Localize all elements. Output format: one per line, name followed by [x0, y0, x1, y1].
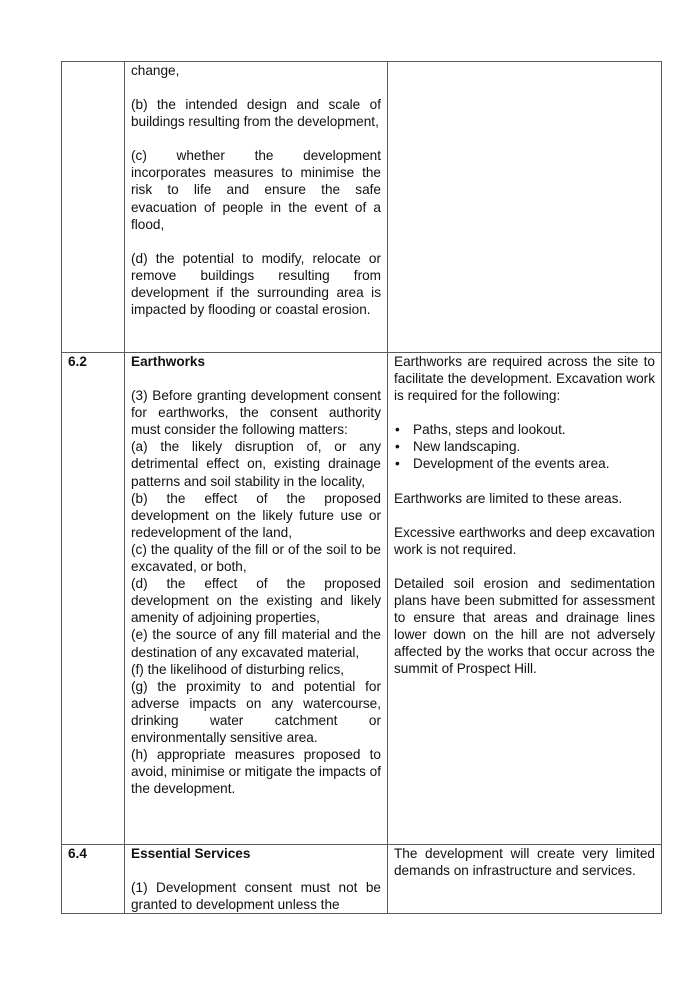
assessment-table: [61, 61, 662, 914]
clause-text-cell: [125, 62, 388, 353]
clause-intro: (1) Development consent must not be granted to development unless the: [131, 880, 381, 913]
response-paragraph: Detailed soil erosion and sedimentation plans have been submitted for assessment to ensure that areas and drainage lines lower down on the hill are not adversely affected by the works that occur across the summit of Prospect Hill.: [394, 575, 655, 677]
bullet-icon: •: [395, 422, 400, 438]
table-row-continuation: [62, 62, 662, 353]
response-cell: [388, 353, 662, 845]
clause-paragraph: (c) whether the development incorporates measures to minimise the risk to life and ensure the safe evacuation of people in the event of a flood,: [131, 148, 381, 232]
list-item-text: New landscaping.: [413, 439, 521, 455]
clause-matter: (f) the likelihood of disturbing relics,: [131, 661, 345, 677]
clause-matter: (g) the proximity to and potential for adverse impacts on any watercourse, drinking water catchment or environmentally sensitive area.: [131, 678, 381, 745]
clause-heading: Essential Services: [131, 846, 251, 861]
list-item-text: Paths, steps and lookout.: [413, 422, 566, 438]
list-item-text: Development of the events area.: [413, 456, 610, 472]
bullet-list: [394, 421, 655, 472]
list-item: [394, 421, 655, 438]
clause-number-cell: 6.4: [62, 845, 125, 914]
response-paragraph: Excessive earthworks and deep excavation work is not required.: [394, 524, 655, 557]
table-row-essential-services: [62, 845, 662, 914]
response-paragraph: Earthworks are limited to these areas.: [394, 490, 623, 506]
clause-number-cell: 6.2: [62, 353, 125, 845]
clause-paragraph: (d) the potential to modify, relocate or remove buildings resulting from development if the surrounding area is impacted by flooding or coastal erosion.: [131, 250, 381, 318]
clause-matter: (a) the likely disruption of, or any detrimental effect on, existing drainage patterns and soil stability in the locality,: [131, 439, 381, 489]
clause-number-cell: [62, 62, 125, 353]
clause-intro: (3) Before granting development consent for earthworks, the consent authority must consider the following matters:: [131, 388, 381, 438]
clause-matter: (b) the effect of the proposed development on the likely future use or redevelopment of the land,: [131, 490, 381, 540]
clause-matter: (c) the quality of the fill or of the soil to be excavated, or both,: [131, 541, 381, 575]
list-item: [394, 455, 655, 472]
clause-text-cell: [125, 845, 388, 914]
response-paragraph: The development will create very limited demands on infrastructure and services.: [394, 846, 655, 879]
clause-matter: (e) the source of any fill material and the destination of any excavated material,: [131, 627, 381, 660]
bullet-icon: •: [395, 439, 400, 455]
list-item: [394, 438, 655, 455]
response-cell: [388, 845, 662, 914]
response-cell: [388, 62, 662, 353]
response-paragraph: Earthworks are required across the site to facilitate the development. Excavation work is required for the following:: [394, 354, 655, 404]
clause-matter: (d) the effect of the proposed development on the existing and likely amenity of adjoining properties,: [131, 576, 381, 626]
clause-text-cell: [125, 353, 388, 845]
clause-paragraph: (b) the intended design and scale of buildings resulting from the development,: [131, 97, 381, 130]
clause-heading: Earthworks: [131, 354, 206, 369]
bullet-icon: •: [395, 456, 400, 472]
table-row-earthworks: [62, 353, 662, 845]
clause-matter: (h) appropriate measures proposed to avoid, minimise or mitigate the impacts of the development.: [131, 747, 381, 797]
clause-paragraph: change,: [131, 63, 180, 78]
